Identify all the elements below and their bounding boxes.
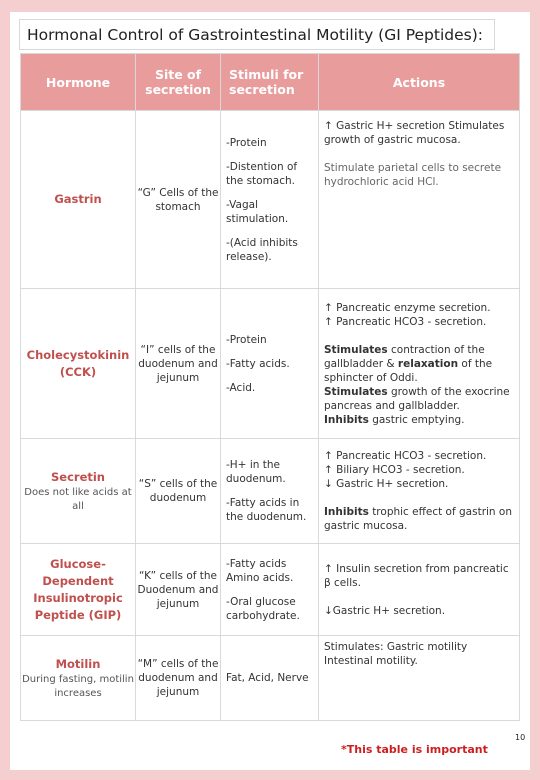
stimulus-item: -H+ in the duodenum. — [226, 459, 286, 485]
actions-cell — [319, 111, 520, 289]
action-text: ↑ Pancreatic HCO3 - secretion. — [324, 315, 487, 328]
action-text: ↑ Pancreatic enzyme secretion. — [324, 301, 491, 314]
hormone-cell — [21, 111, 136, 289]
stimuli-cell — [221, 289, 319, 439]
action-text: ↑ Biliary HCO3 - secretion. — [324, 464, 465, 476]
stimulus-item: -Protein — [226, 333, 267, 346]
hormone-name: Gastrin — [54, 192, 102, 206]
action-keyword: Inhibits — [324, 506, 369, 518]
hormone-cell — [21, 289, 136, 439]
site-cell: “S” cells of the duodenum — [136, 439, 221, 544]
action-text: Stimulates contraction of the gallbladder & relaxation of the sphincter of Oddi. — [324, 343, 493, 384]
table-header-row — [21, 54, 520, 111]
stimulus-item: -Fatty acids Amino acids. — [226, 557, 294, 584]
header-stimuli: Stimuli for secretion — [221, 54, 319, 111]
table-row-gastrin — [21, 111, 520, 289]
site-cell: “I” cells of the duodenum and jejunum — [136, 289, 221, 439]
stimulus-item: Fat, Acid, Nerve — [226, 672, 309, 684]
actions-cell — [319, 439, 520, 544]
hormone-name: Cholecystokinin (CCK) — [26, 347, 130, 379]
action-text: ↑ Pancreatic HCO3 - secretion. — [324, 450, 487, 462]
site-cell: “M” cells of the duodenum and jejunum — [136, 636, 221, 721]
stimulus-item: -Fatty acids. — [226, 357, 290, 370]
page-number: 10 — [515, 733, 526, 742]
stimulus-item: -Distention of the stomach. — [226, 160, 298, 187]
action-text: Intestinal motility. — [324, 655, 418, 667]
stimuli-cell — [221, 636, 319, 721]
action-text: Inhibits gastric emptying. — [324, 413, 465, 426]
actions-cell — [319, 544, 520, 636]
header-actions: Actions — [319, 54, 520, 111]
actions-cell — [319, 289, 520, 439]
hormone-note: Does not like acids at all — [24, 486, 132, 512]
footnote: *This table is important — [341, 743, 488, 756]
stimuli-cell — [221, 544, 319, 636]
hormone-cell — [21, 636, 136, 721]
hormone-cell — [21, 544, 136, 636]
page-title: Hormonal Control of Gastrointestinal Motility (GI Peptides): — [19, 19, 495, 50]
hormone-name: Motilin — [55, 656, 101, 671]
action-text: ↑ Insulin secretion from pancreatic β cells. — [324, 562, 509, 589]
action-text: ↓ Gastric H+ secretion. — [324, 478, 449, 490]
header-hormone: Hormone — [21, 54, 136, 111]
site-cell: “K” cells of the Duodenum and jejunum — [136, 544, 221, 636]
stimulus-item: -Oral glucose carbohydrate. — [226, 595, 300, 622]
table-row-motilin — [21, 636, 520, 721]
stimuli-cell — [221, 439, 319, 544]
stimulus-item: -Vagal stimulation. — [226, 198, 289, 225]
stimuli-cell — [221, 111, 319, 289]
action-text: Stimulates growth of the exocrine pancreas and gallbladder. — [324, 385, 510, 412]
site-cell: “G” Cells of the stomach — [136, 111, 221, 289]
action-keyword: Stimulates — [324, 343, 388, 356]
action-text: ↓Gastric H+ secretion. — [324, 604, 446, 617]
header-site: Site of secretion — [136, 54, 221, 111]
stimulus-item: -Fatty acids in the duodenum. — [226, 497, 307, 523]
hormone-name: Secretin — [51, 469, 105, 484]
action-text: Inhibits trophic effect of gastrin on gastric mucosa. — [324, 506, 512, 532]
stimulus-item: -Acid. — [226, 381, 256, 394]
table-row-gip — [21, 544, 520, 636]
actions-cell — [319, 636, 520, 721]
action-keyword: Stimulates — [324, 385, 388, 398]
hormone-name: Glucose-Dependent Insulinotropic Peptide (GIP) — [33, 556, 123, 622]
stimulus-item: -Protein — [226, 136, 267, 149]
action-keyword: relaxation — [397, 357, 459, 370]
action-text: Stimulate parietal cells to secrete hydrochloric acid HCl. — [324, 162, 502, 188]
table-row-secretin — [21, 439, 520, 544]
gi-peptides-table — [20, 53, 520, 721]
action-keyword: Inhibits — [324, 413, 369, 426]
action-text: Stimulates: Gastric motility — [324, 641, 468, 653]
action-text: ↑ Gastric H+ secretion Stimulates growth of gastric mucosa. — [324, 120, 505, 146]
table-row-cck — [21, 289, 520, 439]
hormone-cell — [21, 439, 136, 544]
hormone-note: During fasting, motilin increases — [22, 673, 134, 699]
stimulus-item: -(Acid inhibits release). — [226, 236, 298, 263]
